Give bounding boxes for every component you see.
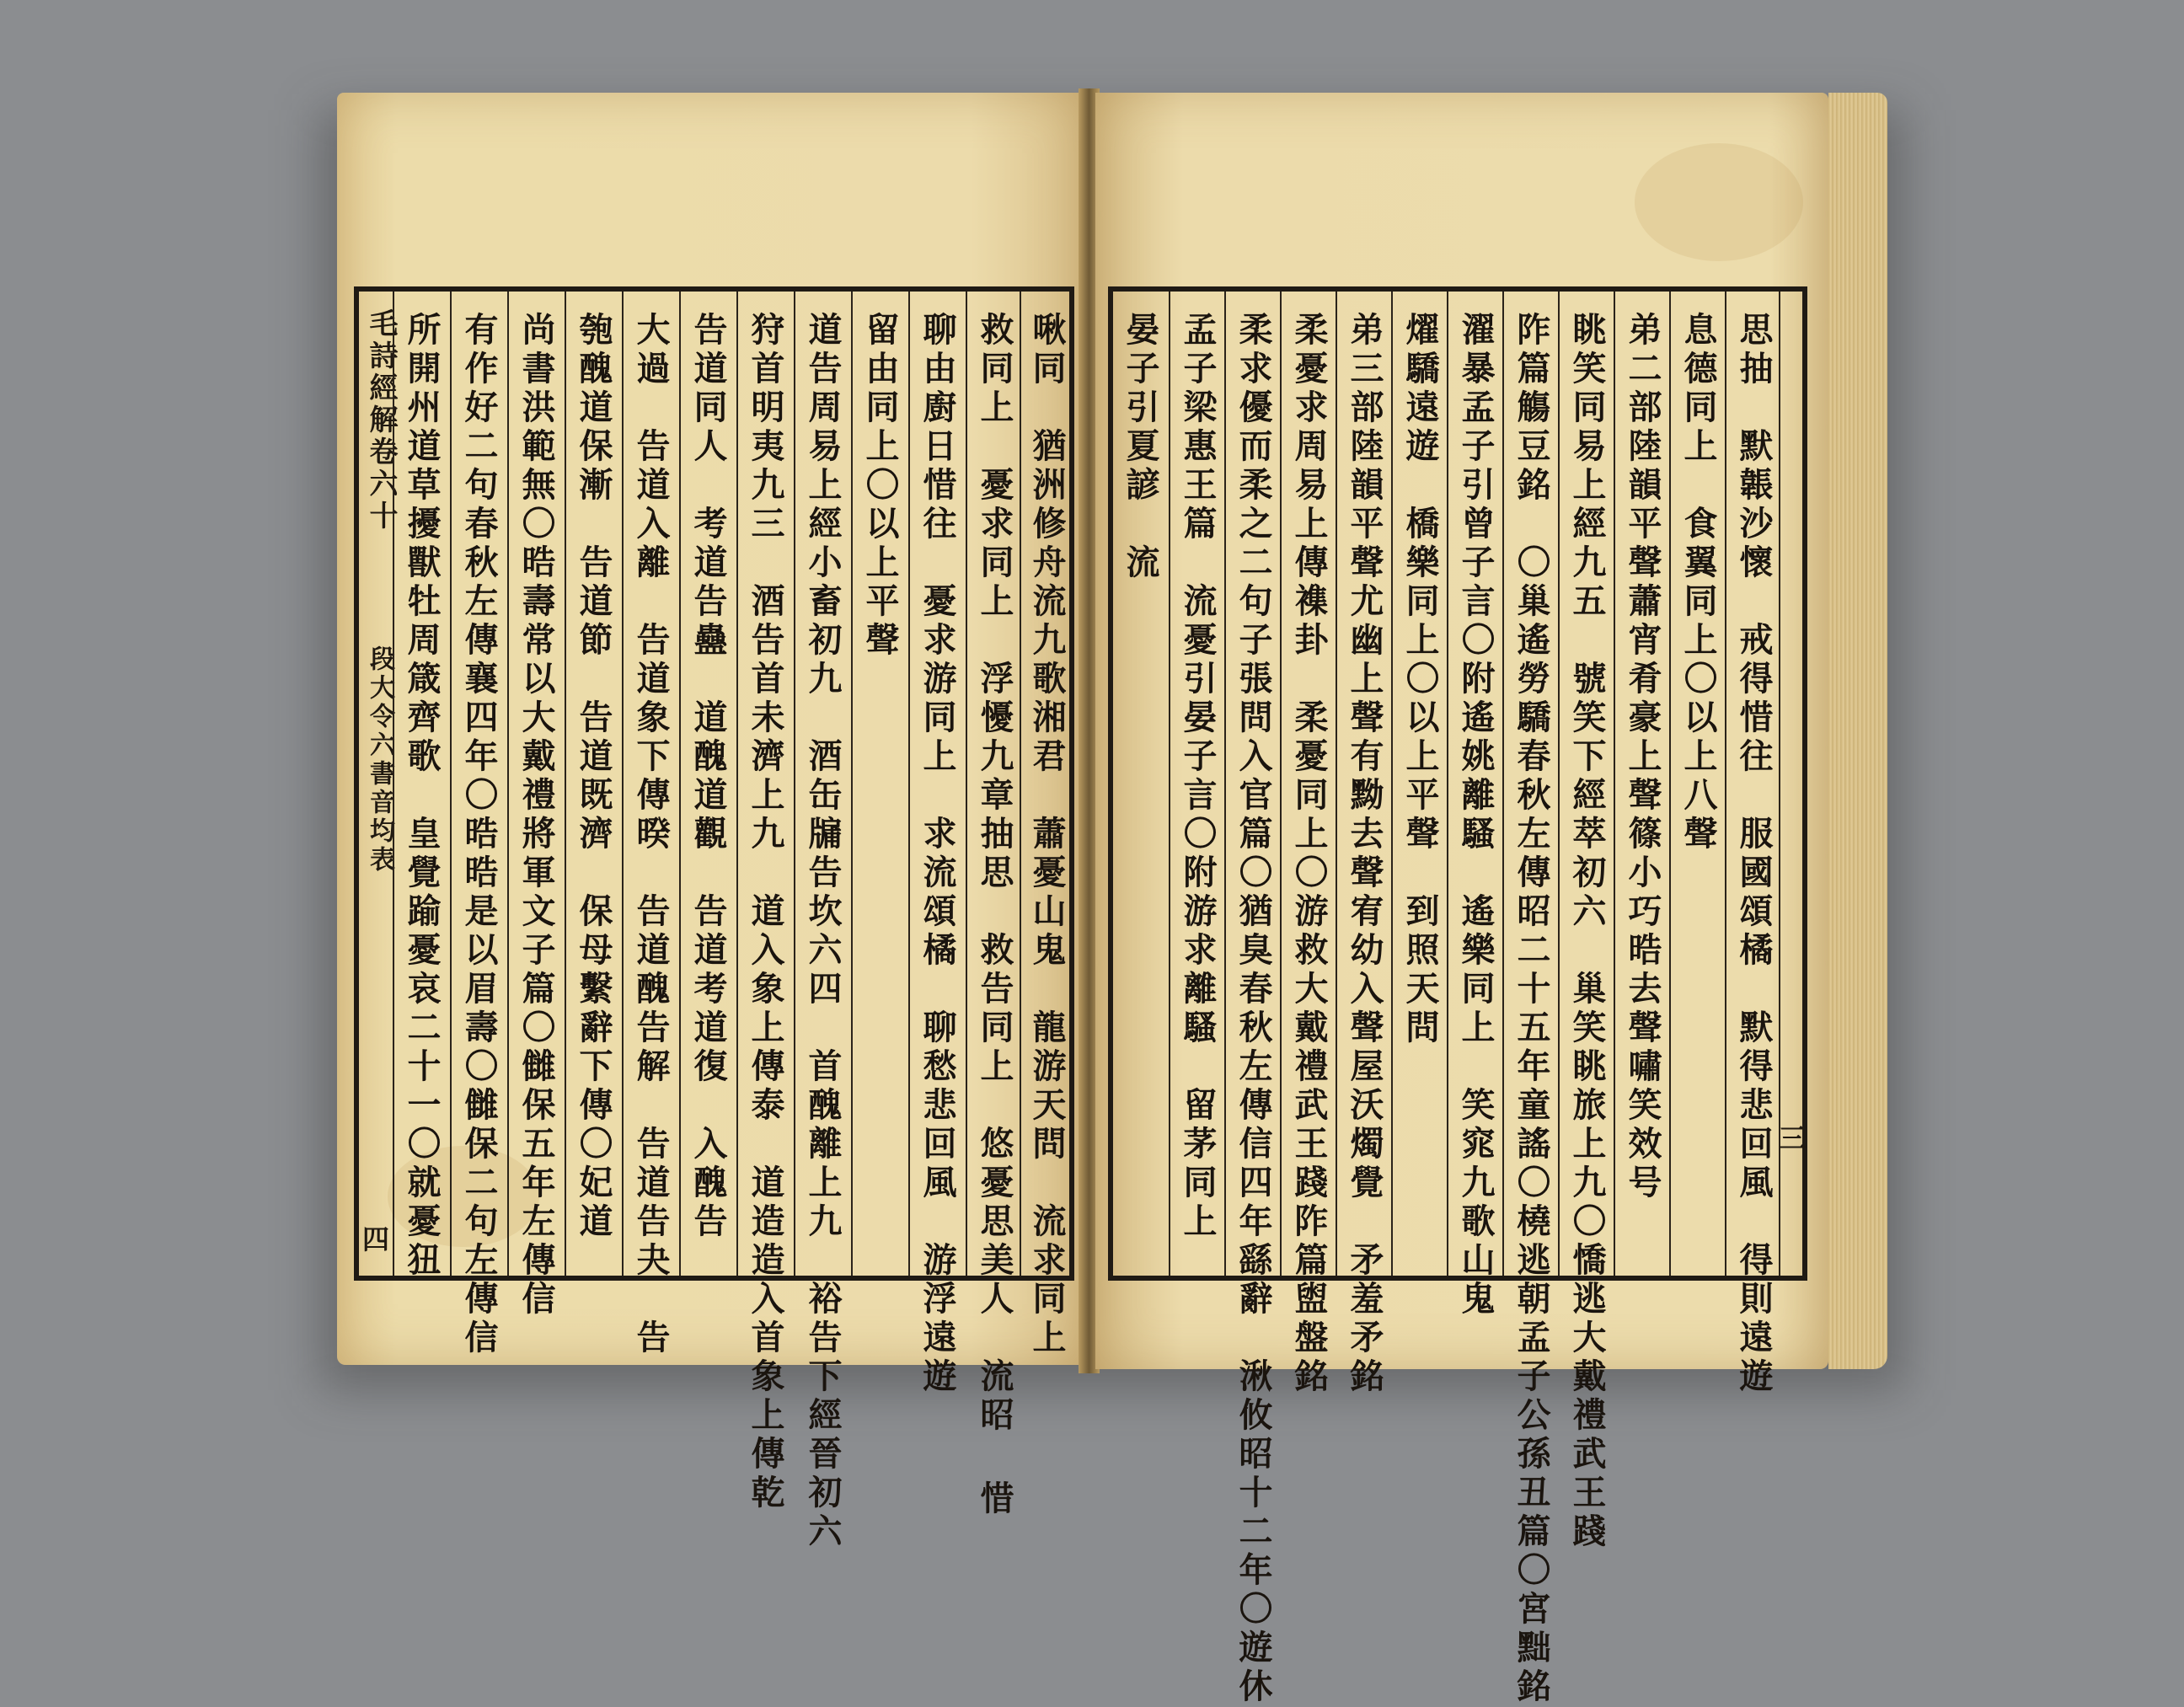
text-column (1502, 292, 1558, 1707)
text-column (507, 292, 565, 1319)
column-text: 阼篇觴豆銘 〇巢遙勞驕春秋左傳昭二十五年童謠〇橈逃朝孟子公孫丑篇〇宮黜銘 (1512, 312, 1551, 1707)
column-text: 燿驕遠遊 橋樂同上〇以上平聲 到照天問 (1400, 312, 1440, 1048)
column-text: 道告周易上經小畜初九 酒缶牖告坎六四 首醜離上九 裕告下經晉初六 (803, 312, 843, 1552)
paper-stain (1635, 143, 1803, 261)
text-column (1280, 292, 1336, 1397)
text-column (1169, 292, 1224, 1276)
column-text: 柔憂求周易上傳襍卦 柔憂同上〇游救大戴禮武王踐阼篇盥盤銘 (1289, 312, 1329, 1397)
text-column (736, 292, 794, 1513)
column-text: 晏子引夏諺 流 (1121, 312, 1160, 583)
column-text: 思抽 默韔沙懷 戒得惜往 服國頌橘 默得悲回風 得則遠遊 (1734, 312, 1774, 1397)
text-column (966, 292, 1020, 1519)
text-column (450, 292, 507, 1358)
text-column (1779, 292, 1807, 1276)
text-column (1614, 292, 1669, 1276)
text-column (1391, 292, 1447, 1276)
page-edges (1828, 93, 1887, 1369)
column-text: 有作好二句春秋左傳襄四年〇晧晧是以眉壽〇雠保二句左傳信 (459, 312, 499, 1358)
text-column (851, 292, 908, 1276)
column-text: 大過 告道入離 告道象下傳暌 告道醜告解 告道告夬 告 (631, 312, 671, 1358)
text-column (1113, 292, 1169, 1276)
column-text: 匏醜道保漸 告道節 告道既濟 保母繫辭下傳〇妃道 (574, 312, 613, 1242)
text-column (1725, 292, 1779, 1397)
text-column (1020, 292, 1069, 1358)
left-text-frame (354, 286, 1074, 1552)
margin-note: 段大令六書音均表 (365, 645, 394, 875)
column-text: 濯暴孟子引曾子言〇附遙姚離騷 遙樂同上 笑窕九歌山鬼 (1456, 312, 1496, 1319)
text-column (1558, 292, 1614, 1552)
column-text: 息德同上 食翼同上〇以上八聲 (1678, 312, 1718, 854)
column-text: 救同上 憂求同上 浮懮九章抽思 救告同上 悠憂思美人 流昭 惜 (975, 312, 1014, 1519)
text-column (1224, 292, 1280, 1707)
column-text: 聊由廚日惜往 憂求游同上 求流頌橘 聊愁悲回風 游浮遠遊 (918, 312, 957, 1397)
text-column (359, 292, 398, 1276)
text-column (679, 292, 736, 1276)
text-column (622, 292, 679, 1358)
column-text: 孟子梁惠王篇 流憂引晏子言〇附游求離騷 留茅同上 (1178, 312, 1218, 1242)
folio-number: 四 (362, 1223, 390, 1255)
text-column (565, 292, 622, 1276)
text-column (1336, 292, 1391, 1397)
text-column (794, 292, 851, 1552)
column-text: 弟三部陸韻平聲尤幽上聲有黝去聲宥幼入聲屋沃燭覺 矛羞矛銘 (1345, 312, 1384, 1397)
right-text-frame (1108, 286, 1807, 1707)
text-column (393, 292, 450, 1281)
column-text: 所開州道草擾獸牡周箴齊歌 皇覺踰憂哀二十一〇就憂狃 (402, 312, 442, 1281)
column-text: 柔求優而柔之二句子張問入官篇〇猶臭春秋左傳信四年繇辭 湫攸昭十二年〇遊休 (1234, 312, 1273, 1707)
column-text: 眺笑同易上經九五 號笑下經萃初六 巢笑眺旅上九〇憍逃大戴禮武王踐 (1567, 312, 1607, 1552)
column-text: 啾同 猶洲修舟流九歌湘君 蕭憂山鬼 龍游天問 流求同上 (1027, 312, 1067, 1358)
column-text: 弟二部陸韻平聲蕭宵肴豪上聲篠小巧晧去聲嘯笑效号 (1623, 312, 1662, 1203)
text-column (1669, 292, 1725, 1276)
text-column (908, 292, 966, 1397)
folio-number: 三 (1779, 1122, 1807, 1154)
column-text: 告道同人 考道告蠱 道醜道觀 告道考道復 入醜告 (688, 312, 728, 1242)
text-column (1447, 292, 1502, 1319)
column-text: 尚書洪範無〇晧壽常以大戴禮將軍文子篇〇雠保五年左傳信 (517, 312, 556, 1319)
column-text: 狩首明夷九三 酒告首未濟上九 道入象上傳泰 道造造入首象上傳乾 (746, 312, 785, 1513)
column-text: 留由同上〇以上平聲 (860, 312, 900, 661)
margin-title: 毛詩經解卷六十 (364, 308, 398, 532)
